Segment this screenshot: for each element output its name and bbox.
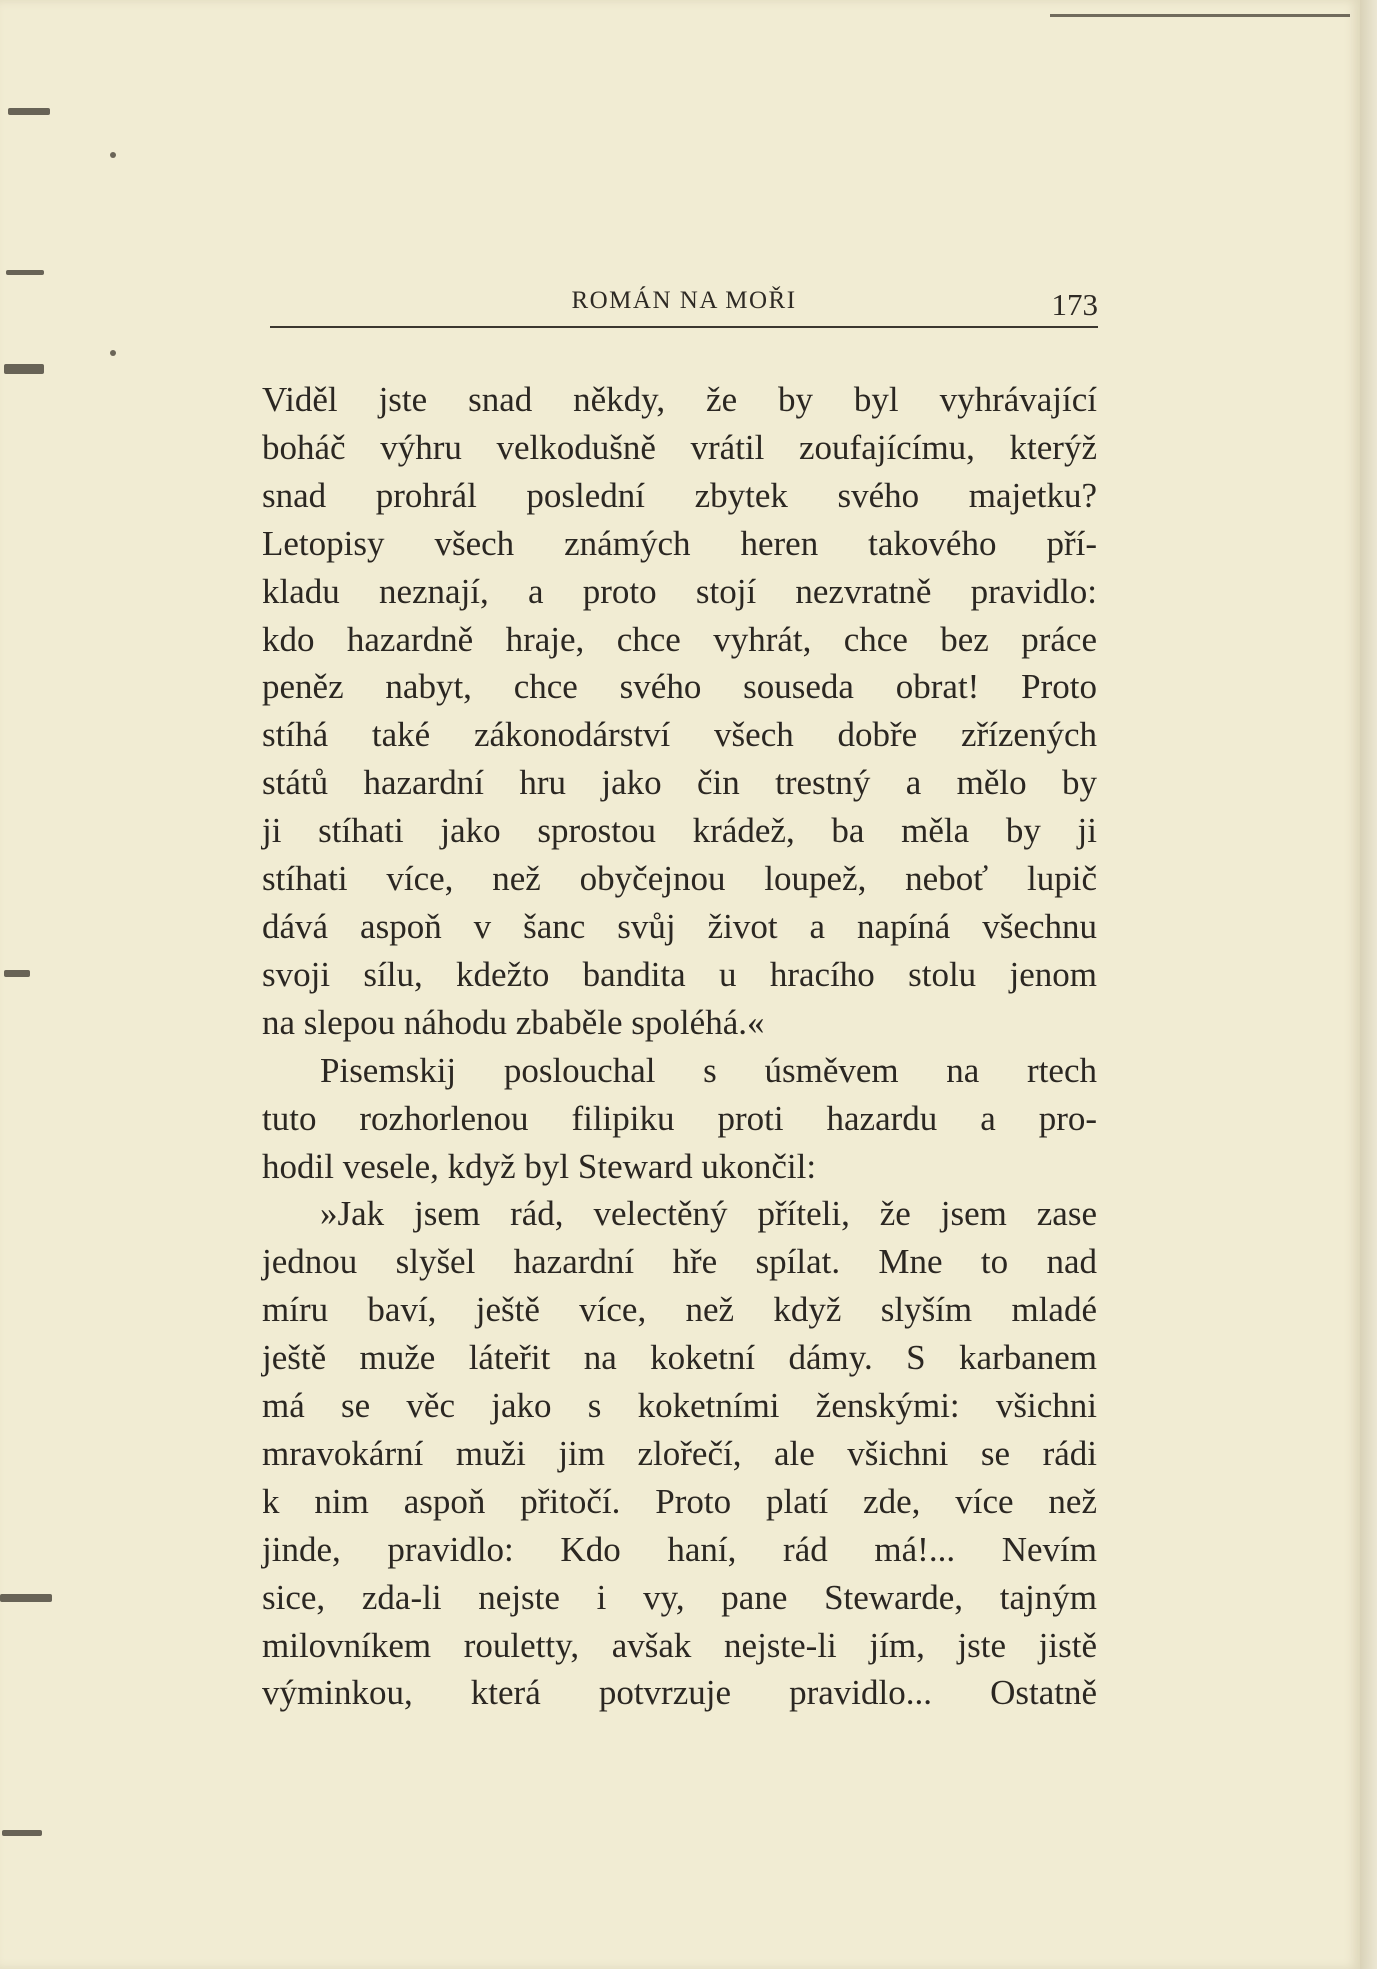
text-line: tuto rozhorlenou filipiku proti hazardu a pro- (262, 1098, 1097, 1138)
text-line: dává aspoň v šanc svůj život a napíná všechnu (262, 906, 1097, 946)
text-line: výminkou, která potvrzuje pravidlo... Ostatně (262, 1673, 1097, 1713)
text-line: »Jak jsem rád, velectěný příteli, že jsem zase (320, 1194, 1097, 1234)
text-line: kladu neznají, a proto stojí nezvratně pravidlo: (262, 571, 1097, 611)
text-line: Pisemskij poslouchal s úsměvem na rtech (320, 1050, 1097, 1090)
margin-mark (8, 108, 50, 115)
text-line: Letopisy všech známých heren takového pří- (262, 523, 1097, 563)
text-line: stíhá také zákonodárství všech dobře zřízených (262, 715, 1097, 755)
margin-dot (110, 152, 116, 158)
text-line: hodil vesele, když byl Steward ukončil: (262, 1146, 817, 1186)
margin-mark (0, 1594, 52, 1602)
text-line: na slepou náhodu zbaběle spoléhá.« (262, 1002, 765, 1042)
text-line: jednou slyšel hazardní hře spílat. Mne to nad (262, 1242, 1097, 1282)
text-line: ještě muže láteřit na koketní dámy. S karbanem (262, 1338, 1097, 1378)
text-line: kdo hazardně hraje, chce vyhrát, chce bez práce (262, 619, 1097, 659)
text-line: stíhati více, než obyčejnou loupež, neboť lupič (262, 859, 1097, 899)
margin-mark (4, 364, 44, 374)
text-line: svoji sílu, kdežto bandita u hracího stolu jenom (262, 954, 1097, 994)
text-line: Viděl jste snad někdy, že by byl vyhrávající (262, 380, 1097, 419)
header-rule (270, 326, 1098, 328)
text-line: mravokární muži jim zlořečí, ale všichni se rádi (262, 1433, 1097, 1473)
text-line: míru baví, ještě více, než když slyším mladé (262, 1290, 1097, 1330)
body-text (262, 376, 1097, 1717)
margin-dot (110, 350, 116, 356)
text-line: k nim aspoň přitočí. Proto platí zde, více než (262, 1481, 1097, 1521)
text-line: peněz nabyt, chce svého souseda obrat! Proto (262, 667, 1097, 707)
margin-mark (6, 270, 44, 275)
text-line: jinde, pravidlo: Kdo haní, rád má!... Nevím (262, 1529, 1097, 1569)
margin-mark (4, 970, 30, 977)
text-line: států hazardní hru jako čin trestný a mělo by (262, 763, 1097, 803)
text-line: snad prohrál poslední zbytek svého majetku? (262, 475, 1097, 515)
page-header (270, 283, 1098, 333)
text-line: sice, zda-li nejste i vy, pane Stewarde, tajným (262, 1577, 1097, 1617)
text-line: boháč výhru velkodušně vrátil zoufajícímu, kterýž (262, 427, 1097, 467)
text-line: ji stíhati jako sprostou krádež, ba měla by ji (262, 811, 1097, 851)
margin-mark (2, 1830, 42, 1836)
text-line: milovníkem rouletty, avšak nejste-li jím, jste jistě (262, 1625, 1097, 1665)
page-edge (1360, 0, 1377, 1969)
top-edge-mark (1050, 14, 1350, 17)
text-line: má se věc jako s koketními ženskými: všichni (262, 1386, 1097, 1426)
page-number: 173 (1051, 287, 1098, 322)
running-title: ROMÁN NA MOŘI (571, 287, 797, 314)
